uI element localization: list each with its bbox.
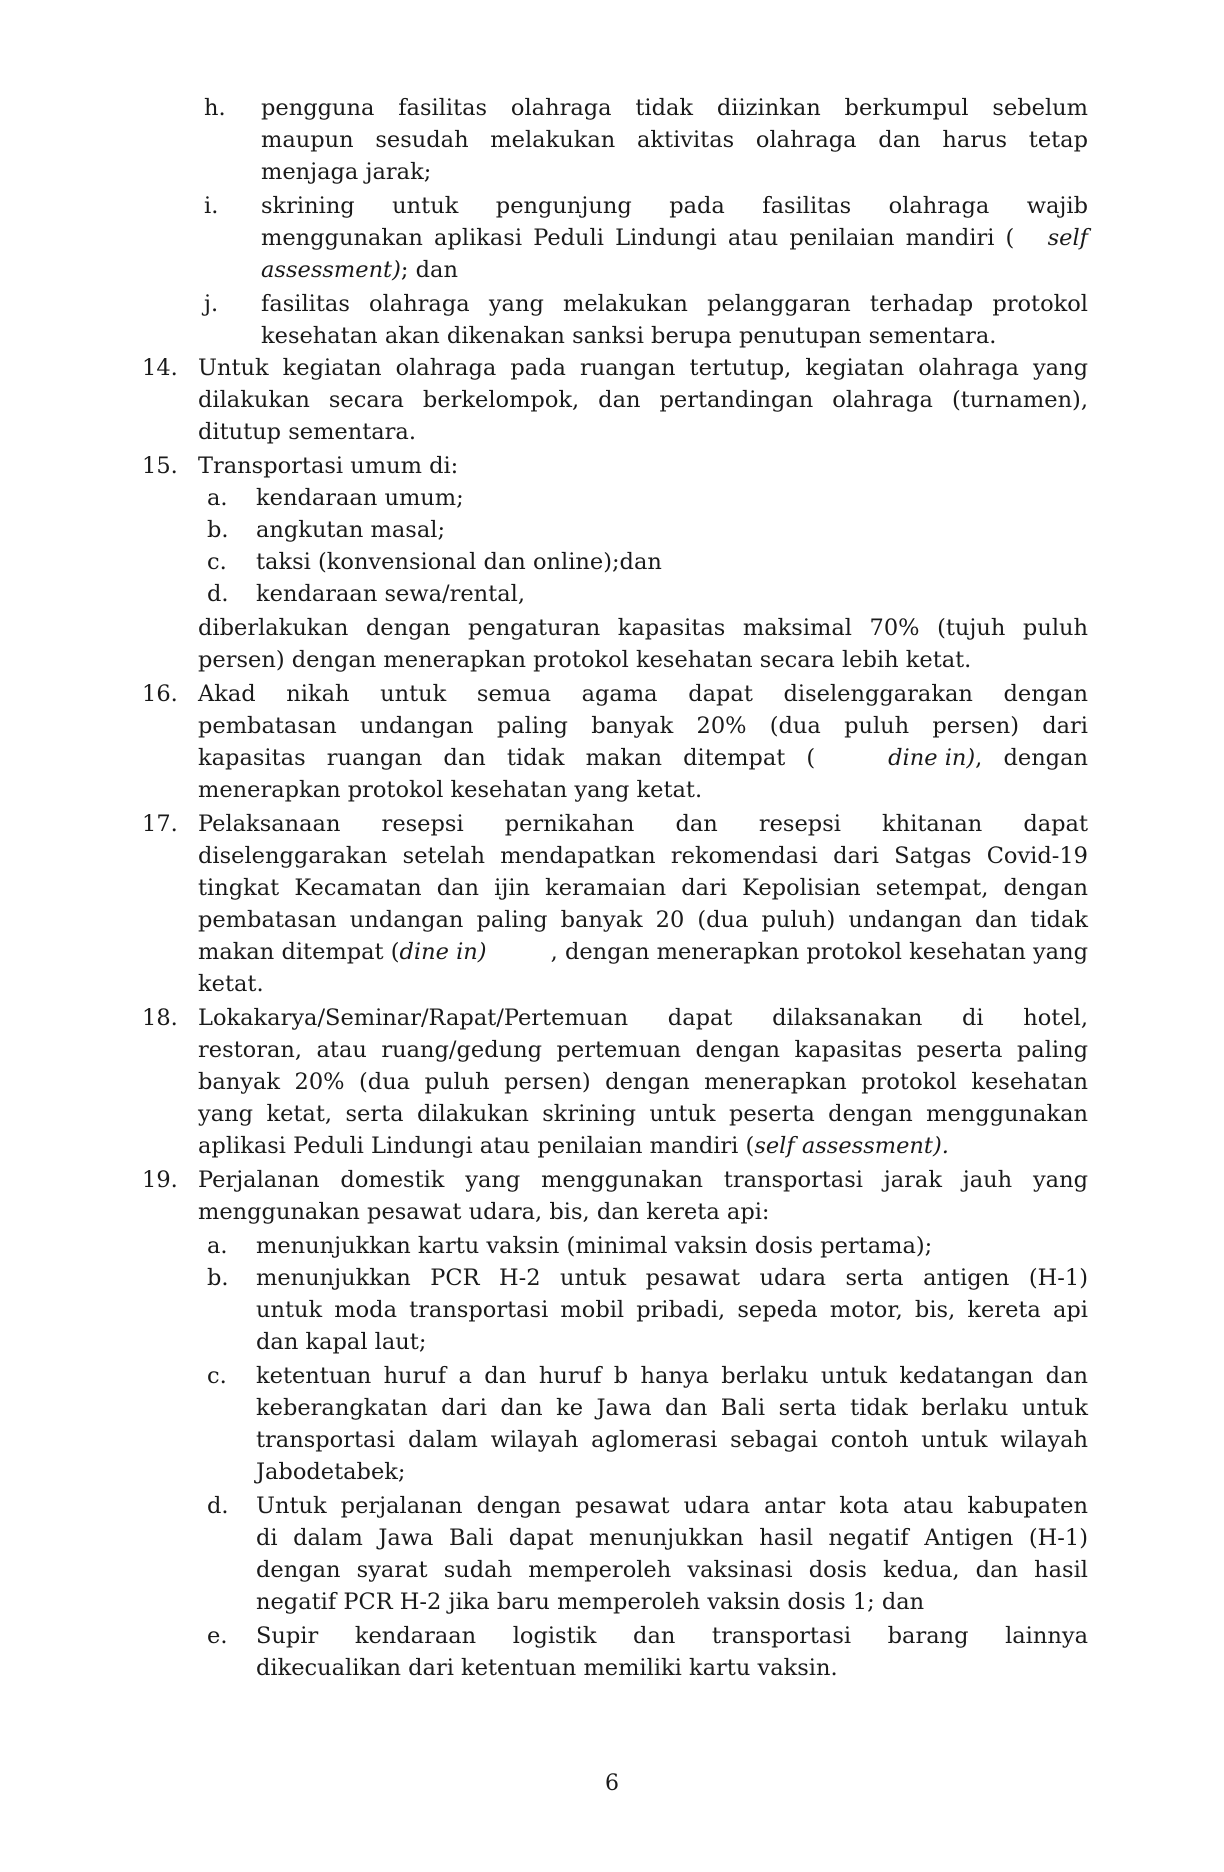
item-17-line-5-suffix: , dengan menerapkan protokol kesehatan yang xyxy=(550,939,1088,965)
item-18-line-1: Lokakarya/Seminar/Rapat/Pertemuan dapat dilaksanakan di hotel, xyxy=(198,1005,1088,1031)
item-19-label: 19. xyxy=(142,1167,178,1193)
item-19d-label: d. xyxy=(207,1493,229,1519)
item-19a-label: a. xyxy=(207,1233,228,1259)
item-j-line-1: fasilitas olahraga yang melakukan pelanggaran terhadap protokol xyxy=(261,291,1088,317)
item-16-italic-dine-in: dine in) xyxy=(888,745,976,771)
item-17-line-2: diselenggarakan setelah mendapatkan rekomendasi dari Satgas Covid-19 xyxy=(198,843,1088,869)
item-19-line-1: Perjalanan domestik yang menggunakan transportasi jarak jauh yang xyxy=(198,1167,1088,1193)
item-14-line-3: ditutup sementara. xyxy=(198,419,417,445)
item-19b-label: b. xyxy=(207,1265,229,1291)
item-16-line-1: Akad nikah untuk semua agama dapat diselenggarakan dengan xyxy=(198,681,1088,707)
item-16-line-4: menerapkan protokol kesehatan yang ketat. xyxy=(198,777,703,803)
item-16-line-3-suffix: , dengan xyxy=(975,745,1088,771)
item-16-line-3 xyxy=(198,742,1088,774)
item-h-label: h. xyxy=(204,95,226,121)
item-i-line-2-text: menggunakan aplikasi Peduli Lindungi atau penilaian mandiri ( xyxy=(261,225,1015,251)
item-18-label: 18. xyxy=(142,1005,178,1031)
item-15-label: 15. xyxy=(142,453,178,479)
item-15d-label: d. xyxy=(207,581,229,607)
item-15b-text: angkutan masal; xyxy=(256,517,446,543)
item-17-line-5-start xyxy=(198,936,487,968)
item-15c-label: c. xyxy=(207,549,227,575)
item-i-line-2 xyxy=(261,222,1088,254)
item-14-line-2: dilakukan secara berkelompok, dan pertandingan olahraga (turnamen), xyxy=(198,387,1088,413)
item-18-line-5-text: aplikasi Peduli Lindungi atau penilaian mandiri ( xyxy=(198,1133,755,1159)
item-17-line-5 xyxy=(198,936,1088,968)
item-i-line-3-text: ; dan xyxy=(400,257,458,283)
item-15a-text: kendaraan umum; xyxy=(256,485,464,511)
item-17-line-6: ketat. xyxy=(198,971,264,997)
item-19c-line-3: transportasi dalam wilayah aglomerasi sebagai contoh untuk wilayah xyxy=(256,1427,1088,1453)
item-j-line-2: kesehatan akan dikenakan sanksi berupa penutupan sementara. xyxy=(261,323,997,349)
item-18-line-5 xyxy=(198,1130,1088,1162)
item-19c-line-4: Jabodetabek; xyxy=(256,1459,406,1485)
item-19b-line-1: menunjukkan PCR H-2 untuk pesawat udara serta antigen (H-1) xyxy=(256,1265,1088,1291)
item-18-italic-self-assessment: self assessment). xyxy=(754,1133,949,1159)
item-18-line-3: banyak 20% (dua puluh persen) dengan menerapkan protokol kesehatan xyxy=(198,1069,1088,1095)
item-17-line-3: tingkat Kecamatan dan ijin keramaian dari Kepolisian setempat, dengan xyxy=(198,875,1088,901)
item-19d-line-3: dengan syarat sudah memperoleh vaksinasi dosis kedua, dan hasil xyxy=(256,1557,1088,1583)
item-19e-label: e. xyxy=(207,1623,228,1649)
item-14-label: 14. xyxy=(142,355,178,381)
item-i-italic-assessment: assessment) xyxy=(261,257,401,283)
item-14-line-1: Untuk kegiatan olahraga pada ruangan tertutup, kegiatan olahraga yang xyxy=(198,355,1088,381)
item-16-line-2: pembatasan undangan paling banyak 20% (dua puluh persen) dari xyxy=(198,713,1088,739)
item-19e-line-1: Supir kendaraan logistik dan transportasi barang lainnya xyxy=(256,1623,1088,1649)
item-15c-text: taksi (konvensional dan online);dan xyxy=(256,549,662,575)
item-15a-label: a. xyxy=(207,485,228,511)
item-i-label: i. xyxy=(204,193,219,219)
item-16-line-3-text: kapasitas ruangan dan tidak makan ditempat ( xyxy=(198,745,816,771)
item-19e-line-2: dikecualikan dari ketentuan memiliki kartu vaksin. xyxy=(256,1655,838,1681)
item-19d-line-1: Untuk perjalanan dengan pesawat udara antar kota atau kabupaten xyxy=(256,1493,1088,1519)
item-h-line-3: menjaga jarak; xyxy=(261,159,432,185)
item-19d-line-4: negatif PCR H-2 jika baru memperoleh vaksin dosis 1; dan xyxy=(256,1589,925,1615)
item-19d-line-2: di dalam Jawa Bali dapat menunjukkan hasil negatif Antigen (H-1) xyxy=(256,1525,1088,1551)
item-18-line-4: yang ketat, serta dilakukan skrining untuk peserta dengan menggunakan xyxy=(198,1101,1088,1127)
item-17-italic-dine-in: dine in) xyxy=(399,939,487,965)
item-15d-text: kendaraan sewa/rental, xyxy=(256,581,525,607)
item-19c-line-2: keberangkatan dari dan ke Jawa dan Bali serta tidak berlaku untuk xyxy=(256,1395,1088,1421)
item-17-line-4: pembatasan undangan paling banyak 20 (dua puluh) undangan dan tidak xyxy=(198,907,1088,933)
item-i-line-1: skrining untuk pengunjung pada fasilitas olahraga wajib xyxy=(261,193,1088,219)
item-19c-label: c. xyxy=(207,1363,227,1389)
page-number: 6 xyxy=(605,1771,619,1796)
item-19b-line-2: untuk moda transportasi mobil pribadi, sepeda motor, bis, kereta api xyxy=(256,1297,1088,1323)
item-15-tail-2: persen) dengan menerapkan protokol kesehatan secara lebih ketat. xyxy=(198,647,972,673)
item-i-line-3 xyxy=(261,254,1088,286)
item-17-label: 17. xyxy=(142,811,178,837)
item-h-line-2: maupun sesudah melakukan aktivitas olahraga dan harus tetap xyxy=(261,127,1088,153)
item-15-line-1: Transportasi umum di: xyxy=(198,453,459,479)
item-19c-line-1: ketentuan huruf a dan huruf b hanya berlaku untuk kedatangan dan xyxy=(256,1363,1088,1389)
item-15b-label: b. xyxy=(207,517,229,543)
item-16-label: 16. xyxy=(142,681,178,707)
item-17-line-1: Pelaksanaan resepsi pernikahan dan resepsi khitanan dapat xyxy=(198,811,1088,837)
item-17-line-5-text: makan ditempat ( xyxy=(198,939,400,965)
item-18-line-2: restoran, atau ruang/gedung pertemuan dengan kapasitas peserta paling xyxy=(198,1037,1088,1063)
item-16-line-3-end xyxy=(888,742,1088,774)
item-19b-line-3: dan kapal laut; xyxy=(256,1329,427,1355)
item-19a-line-1: menunjukkan kartu vaksin (minimal vaksin dosis pertama); xyxy=(256,1233,933,1259)
item-15-tail-1: diberlakukan dengan pengaturan kapasitas maksimal 70% (tujuh puluh xyxy=(198,615,1088,641)
item-i-italic-self: self xyxy=(1047,225,1088,251)
item-j-label: j. xyxy=(204,291,219,317)
item-h-line-1: pengguna fasilitas olahraga tidak diizinkan berkumpul sebelum xyxy=(261,95,1088,121)
item-19-line-2: menggunakan pesawat udara, bis, dan kereta api: xyxy=(198,1199,770,1225)
